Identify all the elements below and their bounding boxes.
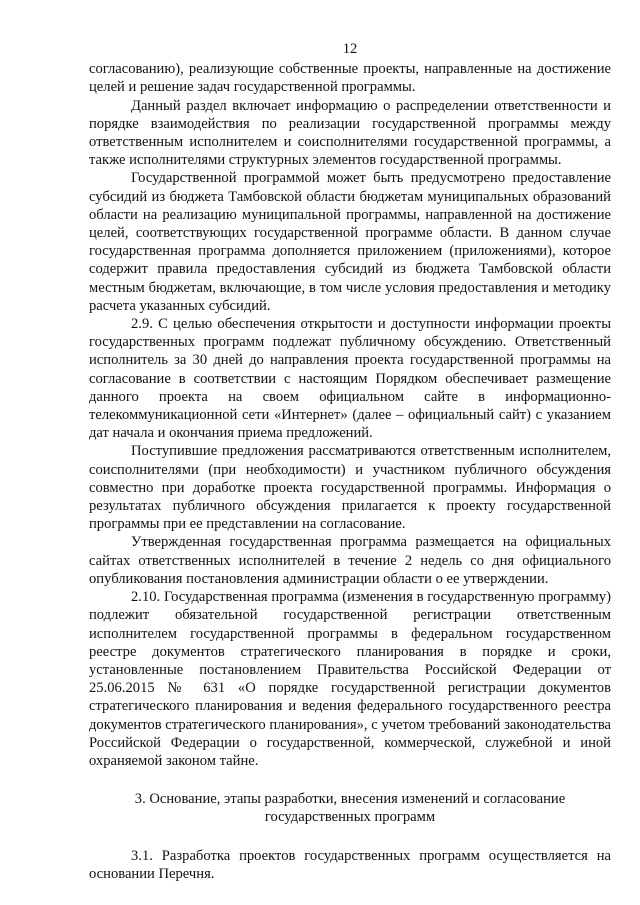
paragraph-approved-program: Утвержденная государственная программа размещается на официальных сайтах ответственных исполнителей в течение 2 недель со дня официального опубликования постановления администрации области о ее утверждении.	[89, 534, 611, 587]
body-after-heading	[89, 847, 611, 883]
paragraph-continuation: согласованию), реализующие собственные проекты, направленные на достижение целей и решение задач государственной программы.	[89, 61, 611, 96]
paragraph-proposals: Поступившие предложения рассматриваются ответственным исполнителем, соисполнителями (при необходимости) и участником публичного обсуждения совместно при доработке проекта государственной программы. Информация о результатах публичного обсуждения прилагается к проекту государственной программы при ее представлении на согласование.	[89, 443, 611, 533]
paragraph-responsibility: Данный раздел включает информацию о распределении ответственности и порядке взаимодействия по реализации государственной программы между ответственным исполнителем и соисполнителями государственной программы, а также исполнителями структурных элементов государственной программы.	[89, 97, 611, 169]
section-heading: 3. Основание, этапы разработки, внесения изменений и согласование государственных программ	[134, 791, 566, 826]
paragraph-3-1: 3.1. Разработка проектов государственных программ осуществляется на основании Перечня.	[89, 847, 611, 882]
document-page	[89, 40, 611, 883]
paragraph-subsidies: Государственной программой может быть предусмотрено предоставление субсидий из бюджета Тамбовской области бюджетам муниципальных образований области на реализацию муниципальной программы, направленной на достижение целей, соответствующих государственной программе области. В данном случае государственная программа дополняется приложением (приложениями), которое содержит правила предоставления субсидий из бюджета Тамбовской области местным бюджетам, включающие, в том числе условия предоставления и методику расчета указанных субсидий.	[89, 170, 611, 314]
paragraph-2-9: 2.9. С целью обеспечения открытости и доступности информации проекты государственных программ подлежат публичному обсуждению. Ответственный исполнитель за 30 дней до направления проекта государственной программы на согласование в соответствии с настоящим Порядком обеспечивает размещение данного проекта на своем официальном сайте в информационно-телекоммуникационной сети «Интернет» (далее – официальный сайт) с указанием дат начала и окончания приема предложений.	[89, 316, 611, 442]
page-number: 12	[342, 41, 358, 57]
paragraph-2-10: 2.10. Государственная программа (изменения в государственную программу) подлежит обязательной государственной регистрации ответственным исполнителем государственной программы в федеральном государственном реестре документов стратегического планирования в порядке и сроки, установленные постановлением Правительства Российской Федерации от 25.06.2015 № 631 «О порядке государственной регистрации документов стратегического планирования и ведения федерального государственного реестра документов стратегического планирования», с учетом требований законодательства Российской Федерации о государственной, коммерческой, служебной и иной охраняемой законом тайне.	[89, 589, 611, 769]
body-before-heading	[89, 60, 611, 770]
